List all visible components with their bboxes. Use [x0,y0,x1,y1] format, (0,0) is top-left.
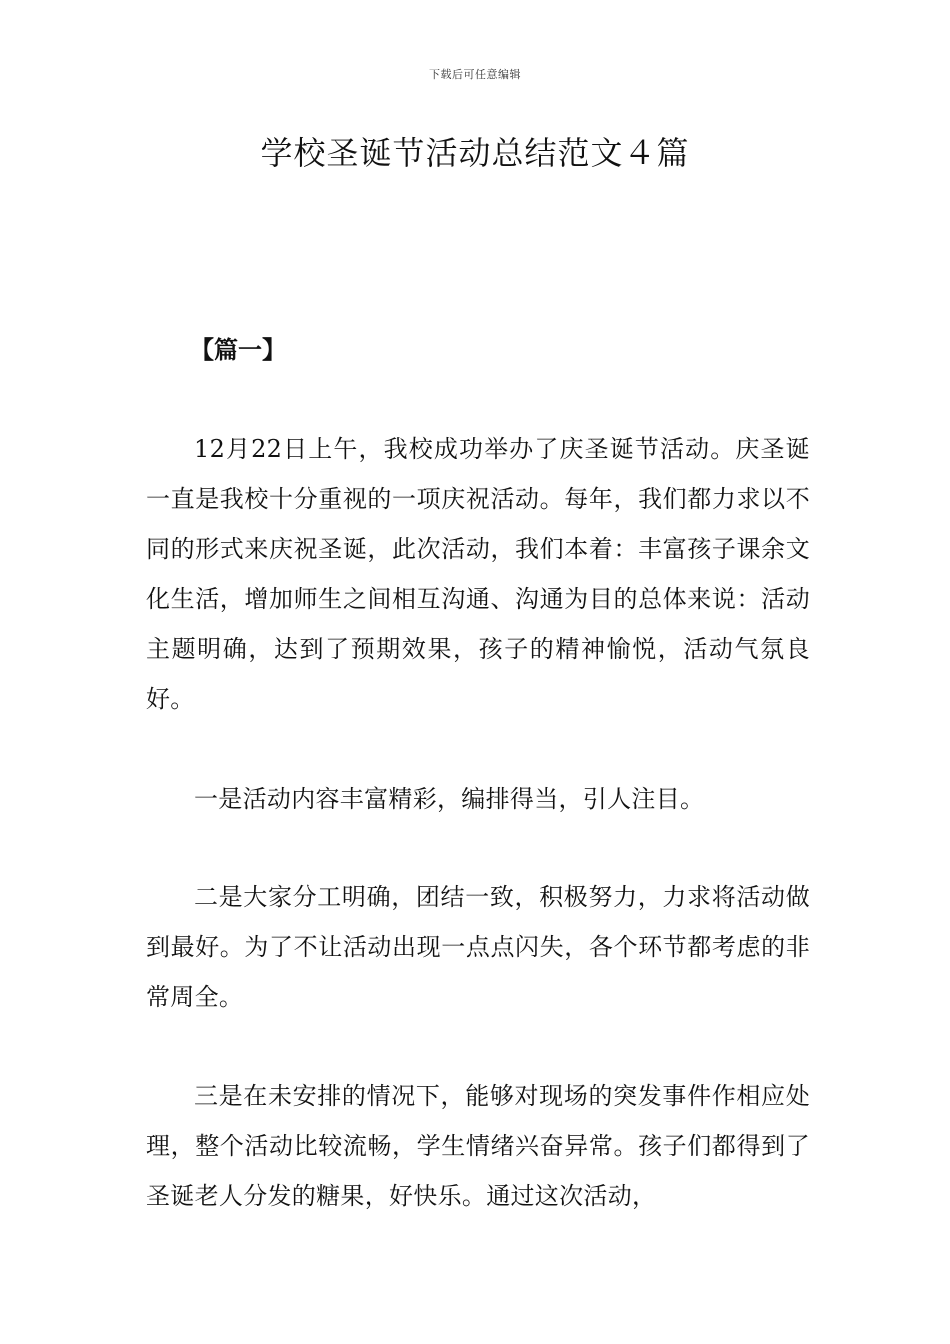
paragraph-point-three: 三是在未安排的情况下，能够对现场的突发事件作相应处理，整个活动比较流畅，学生情绪兴奋异常。孩子们都得到了圣诞老人分发的糖果，好快乐。通过这次活动， [146,1082,810,1210]
section-heading: 【篇一】 [190,335,286,364]
paragraph-point-one: 一是活动内容丰富精彩，编排得当，引人注目。 [194,785,705,813]
document-title: 学校圣诞节活动总结范文４篇 [260,134,690,172]
paragraph-intro: 12月22日上午，我校成功举办了庆圣诞节活动。庆圣诞一直是我校十分重视的一项庆祝活动。每年，我们都力求以不同的形式来庆祝圣诞，此次活动，我们本着：丰富孩子课余文化生活，增加师生之间相互沟通、沟通为目的总体来说：活动主题明确，达到了预期效果，孩子的精神愉悦，活动气氛良好。 [146,435,810,713]
header-note: 下载后可任意编辑 [429,68,521,81]
paragraph-point-two: 二是大家分工明确，团结一致，积极努力，力求将活动做到最好。为了不让活动出现一点点闪失，各个环节都考虑的非常周全。 [146,883,810,1011]
